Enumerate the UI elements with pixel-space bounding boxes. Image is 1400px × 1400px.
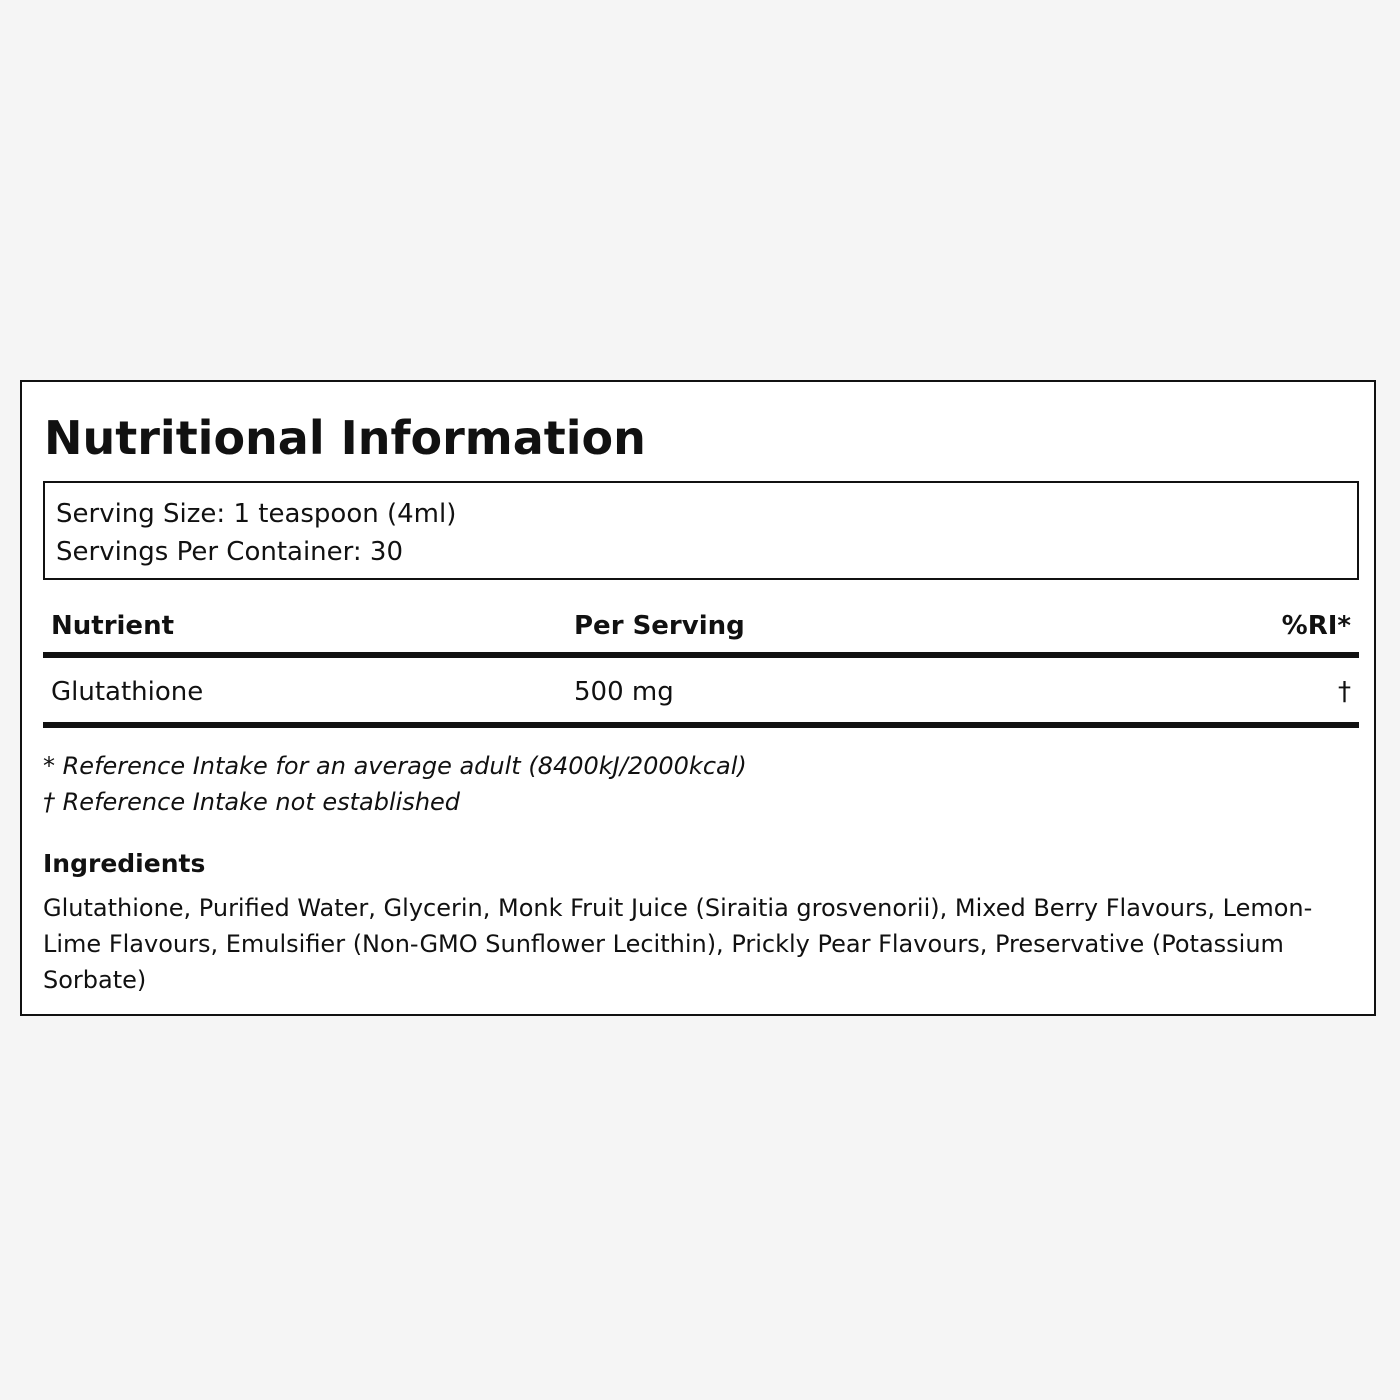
panel-title: Nutritional Information: [44, 411, 646, 465]
header-ri: %RI*: [1281, 611, 1351, 641]
table-bottom-divider: [43, 722, 1359, 728]
footnote-ri: * Reference Intake for an average adult (8400kJ/2000kcal): [43, 752, 747, 780]
footnotes: [43, 748, 747, 820]
cell-ri: †: [1338, 677, 1351, 707]
cell-per-serving: 500 mg: [574, 677, 674, 707]
header-nutrient: Nutrient: [51, 611, 175, 641]
table-row: [43, 658, 1359, 722]
table-header-row: [43, 604, 1359, 652]
ingredients-heading: Ingredients: [43, 849, 206, 878]
footnote-not-established: † Reference Intake not established: [43, 788, 461, 816]
nutrient-table: [43, 604, 1359, 728]
serving-size: Serving Size: 1 teaspoon (4ml): [56, 499, 457, 529]
nutrition-panel: [20, 380, 1376, 1016]
header-per-serving: Per Serving: [574, 611, 745, 641]
ingredients-list: Glutathione, Purified Water, Glycerin, Monk Fruit Juice (Siraitia grosvenorii), Mixed Berry Flavours, Lemon-Lime Flavours, Emulsifier (Non-GMO Sunflower Lecithin), Prickly Pear Flavours, Preservative (Potassium Sorbate): [43, 894, 1313, 994]
serving-info-box: [43, 481, 1359, 580]
cell-nutrient: Glutathione: [51, 677, 204, 707]
servings-per-container: Servings Per Container: 30: [56, 537, 404, 567]
